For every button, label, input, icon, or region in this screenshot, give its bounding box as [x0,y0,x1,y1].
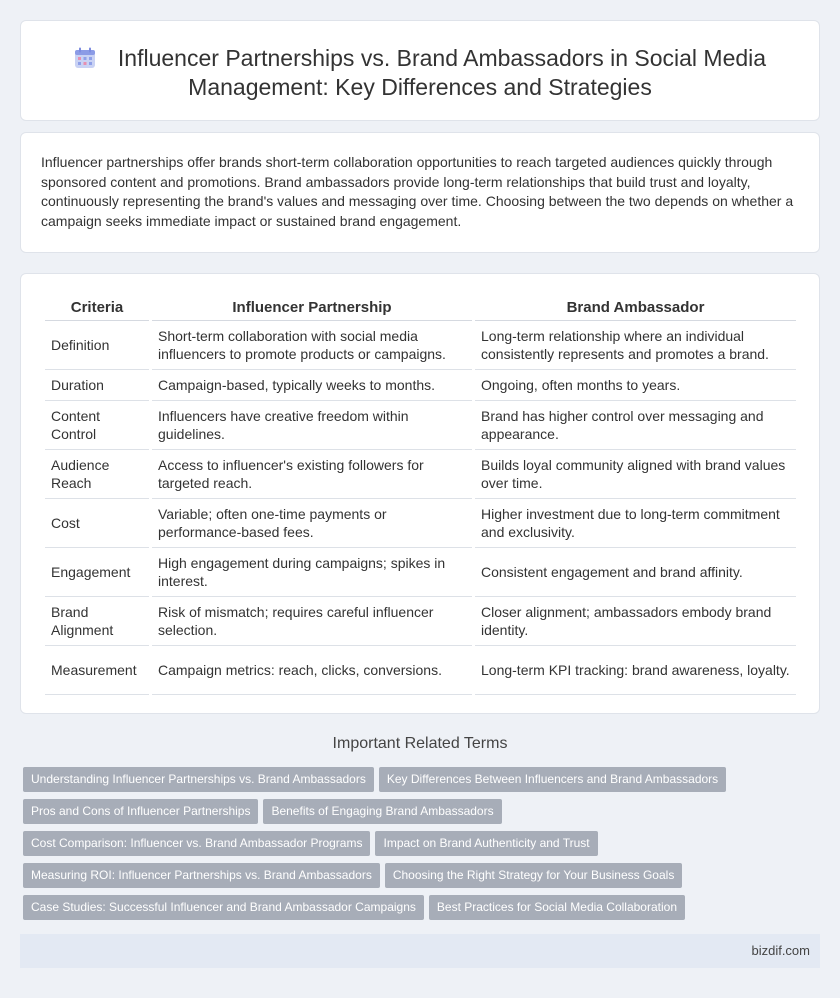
table-row [45,646,796,695]
related-term-link[interactable]: Impact on Brand Authenticity and Trust [375,831,597,856]
table-row [45,450,796,499]
related-term-link[interactable]: Choosing the Right Strategy for Your Business Goals [385,863,683,888]
related-term-link[interactable]: Key Differences Between Influencers and Brand Ambassadors [379,767,726,792]
table-row [45,321,796,370]
ambassador-cell: Long-term KPI tracking: brand awareness, loyalty. [475,646,796,695]
table-header-row [45,294,796,321]
footer [20,934,820,968]
table-row [45,597,796,646]
influencer-cell: Variable; often one-time payments or performance-based fees. [152,499,472,548]
related-term-link[interactable]: Benefits of Engaging Brand Ambassadors [263,799,501,824]
chip-row [23,863,823,895]
criteria-cell: Audience Reach [45,450,149,499]
ambassador-cell: Ongoing, often months to years. [475,370,796,401]
table-row [45,370,796,401]
header-ambassador: Brand Ambassador [475,294,796,321]
related-term-link[interactable]: Cost Comparison: Influencer vs. Brand Ambassador Programs [23,831,370,856]
comparison-table [42,294,799,695]
intro-paragraph: Influencer partnerships offer brands short-term collaboration opportunities to reach targeted audiences quickly through sponsored content and promotions. Brand ambassadors provide long-term relationships that build trust and loyalty, continuously representing the brand's values and messaging over time. Choosing between the two depends on whether a campaign seeks immediate impact or sustained brand engagement. [41,154,794,229]
related-terms-list [23,767,823,927]
comparison-table-card [20,273,820,714]
title-card [20,20,820,121]
table-row [45,548,796,597]
ambassador-cell: Closer alignment; ambassadors embody brand identity. [475,597,796,646]
header-criteria: Criteria [45,294,149,321]
chip-row [23,799,823,831]
influencer-cell: Risk of mismatch; requires careful influencer selection. [152,597,472,646]
intro-card [20,132,820,253]
criteria-cell: Measurement [45,646,149,695]
chip-row [23,767,823,799]
related-term-link[interactable]: Best Practices for Social Media Collaboration [429,895,685,920]
related-term-link[interactable]: Case Studies: Successful Influencer and Brand Ambassador Campaigns [23,895,424,920]
ambassador-cell: Long-term relationship where an individual consistently represents and promotes a brand. [475,321,796,370]
table-row [45,499,796,548]
criteria-cell: Content Control [45,401,149,450]
related-terms-heading: Important Related Terms [332,735,508,752]
chip-row [23,831,823,863]
influencer-cell: Campaign metrics: reach, clicks, conversions. [152,646,472,695]
related-term-link[interactable]: Pros and Cons of Influencer Partnerships [23,799,258,824]
page-title [21,44,819,102]
ambassador-cell: Builds loyal community aligned with brand values over time. [475,450,796,499]
influencer-cell: Short-term collaboration with social media influencers to promote products or campaigns. [152,321,472,370]
chip-row [23,895,823,927]
criteria-cell: Engagement [45,548,149,597]
table-row [45,401,796,450]
influencer-cell: Campaign-based, typically weeks to months. [152,370,472,401]
criteria-cell: Duration [45,370,149,401]
calendar-icon [74,47,96,69]
ambassador-cell: Consistent engagement and brand affinity. [475,548,796,597]
influencer-cell: Influencers have creative freedom within guidelines. [152,401,472,450]
ambassador-cell: Brand has higher control over messaging and appearance. [475,401,796,450]
criteria-cell: Cost [45,499,149,548]
page-title-text: Influencer Partnerships vs. Brand Ambassadors in Social Media Management: Key Differences and Strategies [117,45,767,100]
ambassador-cell: Higher investment due to long-term commitment and exclusivity. [475,499,796,548]
criteria-cell: Brand Alignment [45,597,149,646]
influencer-cell: Access to influencer's existing followers for targeted reach. [152,450,472,499]
criteria-cell: Definition [45,321,149,370]
related-term-link[interactable]: Understanding Influencer Partnerships vs. Brand Ambassadors [23,767,374,792]
header-influencer: Influencer Partnership [152,294,472,321]
influencer-cell: High engagement during campaigns; spikes in interest. [152,548,472,597]
site-link[interactable]: bizdif.com [751,943,810,958]
related-term-link[interactable]: Measuring ROI: Influencer Partnerships vs. Brand Ambassadors [23,863,380,888]
